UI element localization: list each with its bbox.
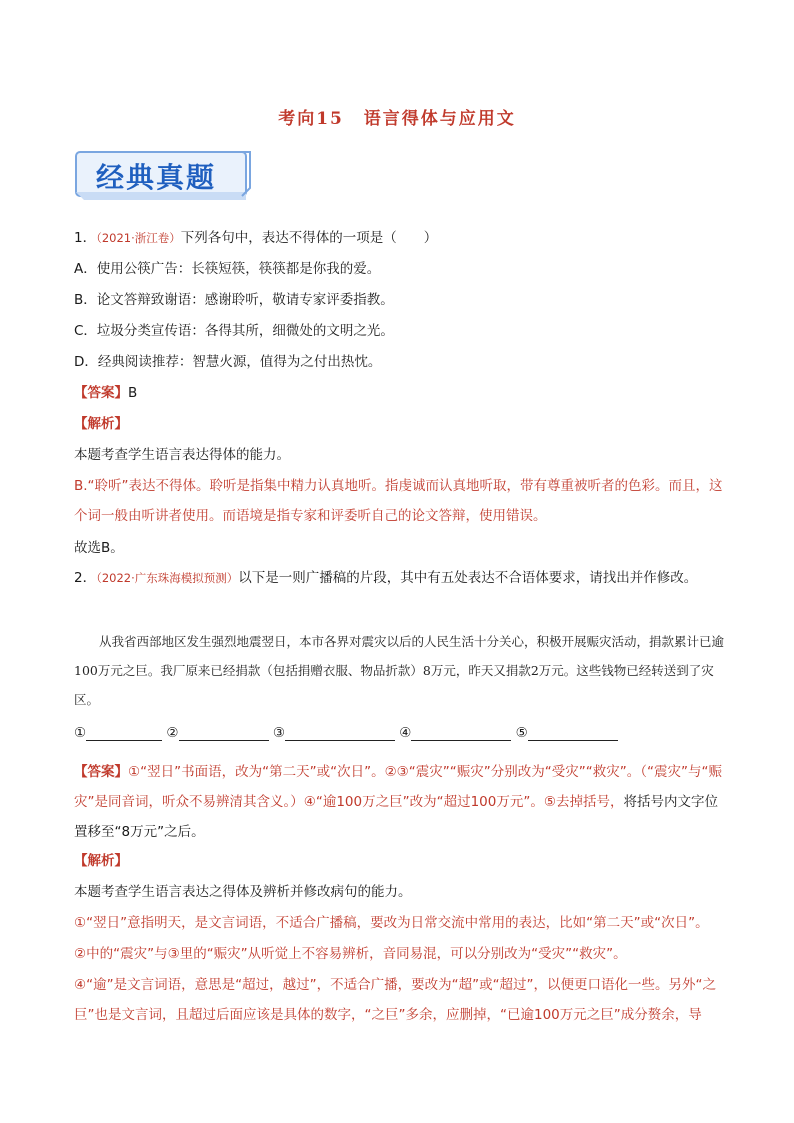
q2-number: 2． — [74, 570, 97, 586]
page-title — [0, 104, 794, 129]
q1-analysis-intro: 本题考查学生语言表达得体的能力。 — [74, 447, 290, 463]
q2-answer-black: 将括号内文字位置移至“8万元”之后。 — [74, 794, 718, 840]
q1-stem-line — [74, 228, 724, 248]
blank-mark-3: ③ — [272, 725, 285, 741]
q1-source: （2021·浙江卷） — [96, 231, 181, 245]
answer-blank-4[interactable] — [411, 724, 511, 741]
title-part-number: 考向15 — [278, 109, 344, 129]
q1-analysis-detail: B.“聆听”表达不得体。聆听是指集中精力认真地听。指虔诚而认真地听取，带有尊重被听者的色彩。而且，这个词一般由听讲者使用。而语境是指专家和评委听自己的论文答辩，使用错误。 — [74, 478, 723, 524]
q2-passage: 从我省西部地区发生强烈地震翌日，本市各界对震灾以后的人民生活十分关心，积极开展赈灾活动，捐款累计已逾100万元之巨。我厂原来已经捐款（包括捐赠衣服、物品折款）8万元，昨天又捐款2万元。这些钱物已经转送到了灾区。 — [74, 634, 725, 707]
blank-mark-1: ① — [74, 725, 87, 741]
q1-option-a: A．使用公筷广告：长筷短筷，筷筷都是你我的爱。 — [74, 261, 381, 277]
blank-mark-2: ② — [166, 725, 179, 741]
q2-source: （2022·广东珠海模拟预测） — [96, 571, 239, 585]
q2-analysis-label: 【解析】 — [74, 853, 128, 869]
q1-option-d: D．经典阅读推荐：智慧火源，值得为之付出热忱。 — [74, 354, 382, 370]
banner-text: 经典真题 — [96, 161, 217, 194]
q2-stem-line — [74, 563, 724, 593]
q2-answer — [74, 757, 724, 847]
q1-option-c: C．垃圾分类宣传语：各得其所，细微处的文明之光。 — [74, 323, 394, 339]
q2-answer-label: 【答案】 — [74, 764, 128, 780]
q2-answer-blanks — [74, 724, 724, 748]
blank-mark-4: ④ — [399, 725, 412, 741]
q1-answer-label: 【答案】 — [74, 385, 128, 401]
answer-blank-1[interactable] — [86, 724, 162, 741]
answer-blank-5[interactable] — [528, 724, 618, 741]
blank-mark-5: ⑤ — [515, 725, 528, 741]
answer-blank-2[interactable] — [179, 724, 269, 741]
q2-analysis-line-1: ①“翌日”意指明天，是文言词语，不适合广播稿，要改为日常交流中常用的表达，比如“第二天”或“次日”。 — [74, 915, 709, 931]
q1-number: 1． — [74, 230, 97, 246]
q2-answer-red: ①“翌日”书面语，改为“第二天”或“次日”。②③“震灾”“赈灾”分别改为“受灾”“救灾”。（“震灾”与“赈灾”是同音词，听众不易辨清其含义。）④“逾100万之巨”改为“超过100万元”。⑤去掉括号， — [74, 764, 722, 810]
answer-blank-3[interactable] — [285, 724, 395, 741]
q2-analysis-line-3: ④“逾”是文言词语，意思是“超过，越过”，不适合广播，要改为“超”或“超过”，以便更口语化一些。另外“之巨”也是文言词，且超过后面应该是具体的数字，“之巨”多余，应删掉，“已逾100万元之巨”成分赘余，导 — [74, 977, 717, 1023]
title-part-topic: 语言得体与应用文 — [363, 109, 516, 129]
q2-analysis-intro: 本题考查学生语言表达之得体及辨析并修改病句的能力。 — [74, 884, 412, 900]
q1-stem: 下列各句中，表达不得体的一项是（ ） — [180, 230, 438, 246]
q1-option-b: B．论文答辩致谢语：感谢聆听，敬请专家评委指教。 — [74, 292, 394, 308]
q2-analysis-line-2: ②中的“震灾”与③里的“赈灾”从听觉上不容易辨析，音同易混，可以分别改为“受灾”“救灾”。 — [74, 946, 627, 962]
q1-analysis-label: 【解析】 — [74, 416, 128, 432]
q1-conclusion: 故选B。 — [74, 540, 124, 556]
section-banner — [74, 148, 252, 200]
q1-answer-value: B — [128, 385, 138, 401]
q1-answer — [74, 383, 724, 403]
q2-stem: 以下是一则广播稿的片段，其中有五处表达不合语体要求，请找出并作修改。 — [238, 570, 698, 586]
